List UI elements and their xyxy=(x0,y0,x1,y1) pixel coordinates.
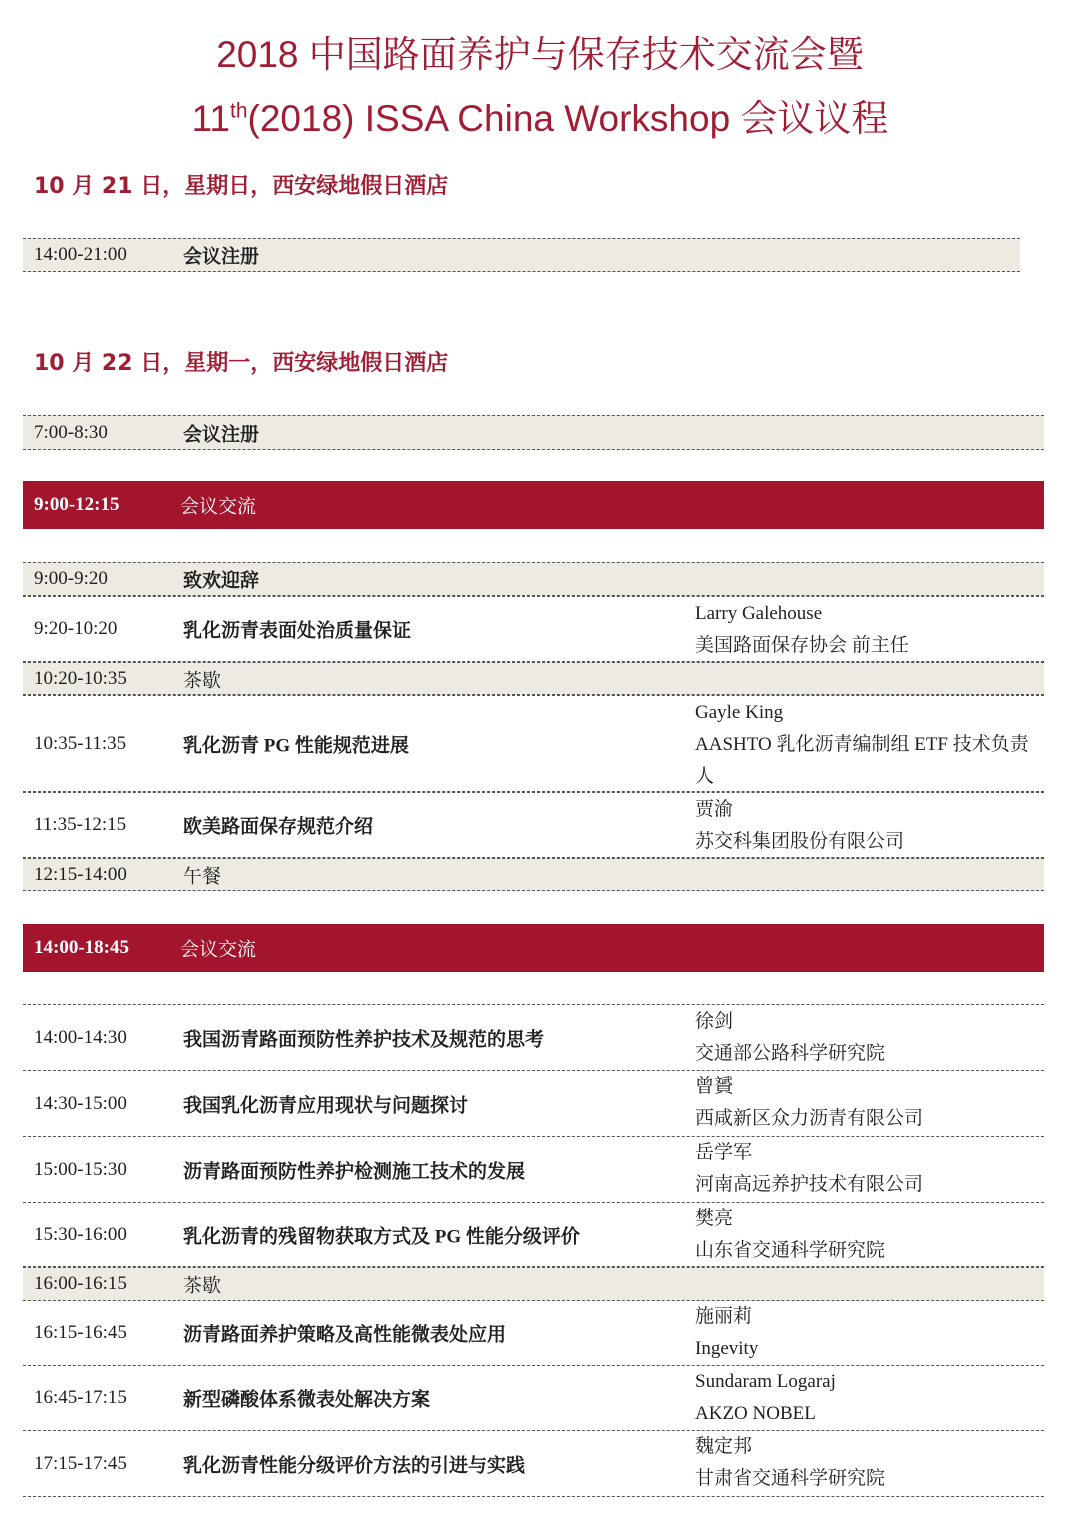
row-time: 10:20-10:35 xyxy=(34,667,127,689)
speaker-org: 交通部公路科学研究院 xyxy=(695,1043,886,1064)
row-time: 16:45-17:15 xyxy=(34,1387,127,1408)
row-speaker xyxy=(695,1071,1040,1135)
row-topic: 会议注册 xyxy=(183,246,260,268)
row-topic: 欧美路面保存规范介绍 xyxy=(183,816,374,838)
row-speaker xyxy=(695,1366,1040,1430)
speaker-org: AKZO NOBEL xyxy=(695,1403,816,1424)
row-time: 16:00-16:15 xyxy=(34,1273,127,1294)
schedule-row xyxy=(23,792,1044,858)
row-time: 17:15-17:45 xyxy=(34,1452,127,1474)
speaker-org: Ingevity xyxy=(695,1338,759,1359)
speaker-name: Gayle King xyxy=(695,702,784,723)
schedule-row xyxy=(23,562,1044,596)
row-topic: 茶歇 xyxy=(183,1275,222,1297)
row-topic: 沥青路面预防性养护检测施工技术的发展 xyxy=(183,1161,526,1182)
schedule-row xyxy=(23,1301,1044,1366)
schedule-row xyxy=(23,1137,1044,1203)
schedule-row xyxy=(23,1267,1044,1301)
row-topic: 沥青路面养护策略及高性能微表处应用 xyxy=(183,1324,507,1346)
schedule-row xyxy=(23,596,1044,662)
row-speaker xyxy=(695,598,1040,662)
document-title-line1: 2018 中国路面养护与保存技术交流会暨 xyxy=(216,34,864,75)
row-time: 15:30-16:00 xyxy=(34,1223,127,1245)
row-time: 11:35-12:15 xyxy=(34,814,127,835)
row-time: 9:00-9:20 xyxy=(34,568,108,589)
schedule-row xyxy=(23,415,1044,450)
speaker-name: 施丽莉 xyxy=(695,1306,753,1327)
row-topic: 会议注册 xyxy=(183,424,260,445)
speaker-org: 美国路面保存协会 前主任 xyxy=(695,635,909,656)
row-speaker xyxy=(695,1006,1040,1070)
row-speaker xyxy=(695,794,1040,858)
row-speaker xyxy=(695,697,1040,793)
speaker-name: 魏定邦 xyxy=(695,1436,753,1457)
speaker-org: 河南高远养护技术有限公司 xyxy=(695,1174,924,1195)
row-topic: 午餐 xyxy=(183,866,222,887)
schedule-row xyxy=(23,1203,1044,1267)
speaker-name: 岳学军 xyxy=(695,1142,753,1163)
row-time: 7:00-8:30 xyxy=(34,421,108,443)
day2-header: 10 月 22 日，星期一，西安绿地假日酒店 xyxy=(34,351,449,376)
row-time: 12:15-14:00 xyxy=(34,863,127,885)
schedule-row xyxy=(23,695,1044,792)
schedule-row xyxy=(23,1431,1044,1497)
row-speaker xyxy=(695,1203,1040,1267)
session-time: 9:00-12:15 xyxy=(34,494,120,515)
row-topic: 乳化沥青的残留物获取方式及 PG 性能分级评价 xyxy=(183,1226,580,1247)
row-time: 14:00-21:00 xyxy=(34,244,127,265)
speaker-org: 山东省交通科学研究院 xyxy=(695,1240,886,1261)
session-label: 会议交流 xyxy=(180,496,257,518)
title-edition: 11 xyxy=(191,98,230,139)
row-speaker xyxy=(695,1431,1040,1495)
schedule-row xyxy=(23,238,1020,272)
schedule-row xyxy=(23,1005,1044,1071)
row-topic: 乳化沥青表面处治质量保证 xyxy=(183,620,412,642)
speaker-name: Larry Galehouse xyxy=(695,603,823,624)
row-speaker xyxy=(695,1137,1040,1201)
row-topic: 乳化沥青 PG 性能规范进展 xyxy=(183,735,409,756)
schedule-row xyxy=(23,662,1044,695)
row-time: 15:00-15:30 xyxy=(34,1158,127,1180)
speaker-name: Sundaram Logaraj xyxy=(695,1371,836,1392)
row-topic: 致欢迎辞 xyxy=(183,570,260,592)
day1-header: 10 月 21 日，星期日，西安绿地假日酒店 xyxy=(34,174,449,199)
row-topic: 乳化沥青性能分级评价方法的引进与实践 xyxy=(183,1455,526,1476)
title-edition-suffix: th xyxy=(230,99,248,123)
speaker-org: 甘肃省交通科学研究院 xyxy=(695,1468,886,1489)
row-topic: 新型磷酸体系微表处解决方案 xyxy=(183,1389,431,1411)
session-time: 14:00-18:45 xyxy=(34,937,129,958)
title-event-name: (2018) ISSA China Workshop 会议议程 xyxy=(247,98,889,139)
schedule-row xyxy=(23,1071,1044,1137)
speaker-name: 曾贇 xyxy=(695,1076,734,1097)
row-time: 14:30-15:00 xyxy=(34,1092,127,1114)
speaker-org: AASHTO 乳化沥青编制组 ETF 技术负责人 xyxy=(695,734,1029,787)
speaker-name: 徐剑 xyxy=(695,1011,734,1032)
row-time: 9:20-10:20 xyxy=(34,618,118,639)
schedule-row xyxy=(23,1366,1044,1431)
session-banner xyxy=(23,924,1044,972)
session-banner xyxy=(23,481,1044,529)
row-time: 16:15-16:45 xyxy=(34,1322,127,1343)
row-topic: 我国沥青路面预防性养护技术及规范的思考 xyxy=(183,1029,545,1050)
row-topic: 茶歇 xyxy=(183,670,222,691)
speaker-name: 贾渝 xyxy=(695,799,734,820)
row-topic: 我国乳化沥青应用现状与问题探讨 xyxy=(183,1095,469,1116)
schedule-row xyxy=(23,858,1044,891)
speaker-org: 西咸新区众力沥青有限公司 xyxy=(695,1108,924,1129)
speaker-org: 苏交科集团股份有限公司 xyxy=(695,831,905,852)
session-label: 会议交流 xyxy=(180,939,257,961)
row-time: 10:35-11:35 xyxy=(34,732,127,754)
row-speaker xyxy=(695,1301,1040,1365)
speaker-name: 樊亮 xyxy=(695,1208,734,1229)
document-title-line2 xyxy=(0,96,1080,142)
row-time: 14:00-14:30 xyxy=(34,1026,127,1048)
